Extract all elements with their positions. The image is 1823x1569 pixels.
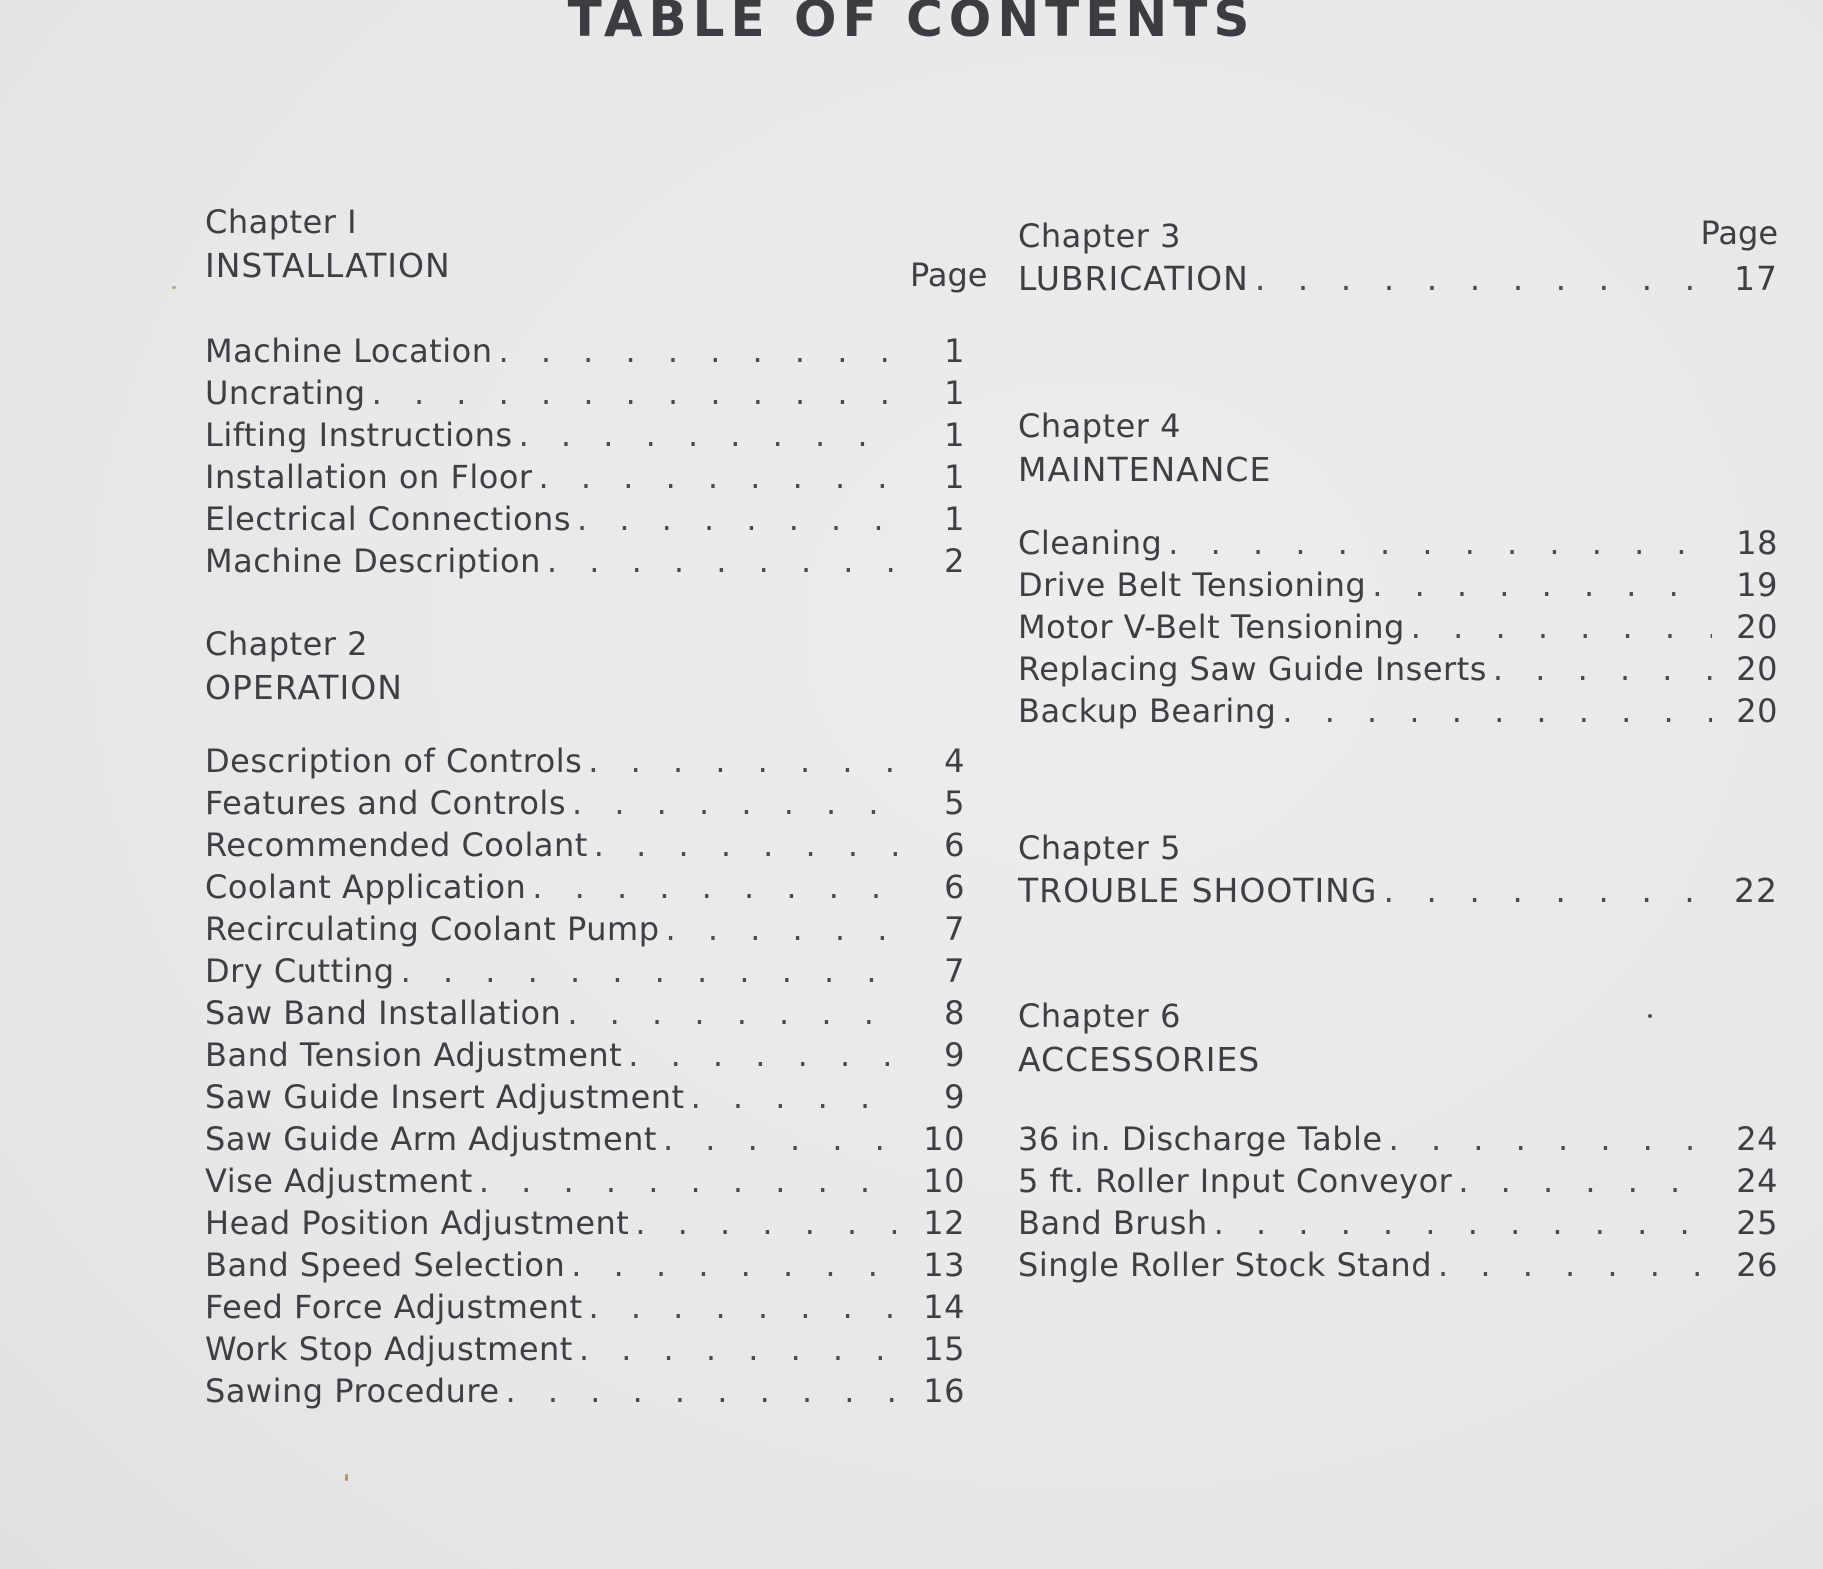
entry-text: Band Tension Adjustment <box>205 1036 623 1074</box>
entry-text: Electrical Connections <box>205 500 571 538</box>
entry-text: Dry Cutting <box>205 952 395 990</box>
toc-entry[interactable] <box>205 1034 965 1076</box>
chapter-title: TROUBLE SHOOTING <box>1018 871 1378 910</box>
entry-page: 2 <box>944 542 965 580</box>
entry-text: Backup Bearing <box>1018 692 1277 730</box>
page-column-header: Page <box>1700 214 1778 252</box>
left-column <box>205 200 988 1412</box>
leader-dots <box>579 1328 899 1370</box>
entry-page: 24 <box>1736 1162 1778 1200</box>
entry-page: 5 <box>944 784 965 822</box>
entry-page: 4 <box>944 742 965 780</box>
entry-page: 9 <box>944 1036 965 1074</box>
entry-page: 22 <box>1734 871 1778 910</box>
toc-entry[interactable] <box>205 782 965 824</box>
leader-dots <box>594 824 899 866</box>
toc-entry[interactable] <box>1018 564 1778 606</box>
paper-speck <box>1648 1014 1652 1018</box>
leader-dots <box>635 1202 899 1244</box>
leader-dots <box>1255 258 1712 300</box>
entry-page: 6 <box>944 826 965 864</box>
toc-entry[interactable] <box>205 1244 965 1286</box>
entry-page: 8 <box>944 994 965 1032</box>
entry-page: 1 <box>944 374 965 412</box>
paper-speck <box>172 286 176 289</box>
chapter-title: LUBRICATION <box>1018 259 1249 298</box>
toc-entry[interactable] <box>205 992 965 1034</box>
chapter-label: Chapter I <box>205 203 358 241</box>
chapter-label: Chapter 5 <box>1018 829 1181 867</box>
entry-page: 1 <box>944 416 965 454</box>
toc-entry[interactable] <box>1018 606 1778 648</box>
toc-entry[interactable] <box>205 1202 965 1244</box>
leader-dots <box>506 1370 899 1412</box>
entry-page: 1 <box>944 332 965 370</box>
entry-page: 18 <box>1736 524 1778 562</box>
leader-dots <box>1389 1118 1712 1160</box>
chapter-label: Chapter 4 <box>1018 407 1181 445</box>
entry-page: 25 <box>1736 1204 1778 1242</box>
entry-text: 5 ft. Roller Input Conveyor <box>1018 1162 1453 1200</box>
chapter-1-section <box>205 200 988 582</box>
chapter-1-entries <box>205 330 965 582</box>
leader-dots <box>1493 648 1712 690</box>
toc-entry[interactable] <box>205 498 965 540</box>
entry-text: Description of Controls <box>205 742 583 780</box>
chapter-label: Chapter 2 <box>205 625 368 663</box>
chapter-4-section <box>1018 404 1778 732</box>
entry-page: 14 <box>923 1288 965 1326</box>
entry-text: Head Position Adjustment <box>205 1204 630 1242</box>
page-column-header: Page <box>910 256 988 294</box>
leader-dots <box>401 950 899 992</box>
chapter-title: ACCESSORIES <box>1018 1040 1261 1079</box>
entry-text: Recommended Coolant <box>205 826 588 864</box>
toc-entry[interactable] <box>205 330 965 372</box>
entry-page: 17 <box>1734 259 1778 298</box>
chapter-6-entries <box>1018 1118 1778 1286</box>
toc-entry[interactable] <box>1018 1118 1778 1160</box>
entry-page: 15 <box>923 1330 965 1368</box>
toc-entry[interactable] <box>205 1160 965 1202</box>
entry-text: Single Roller Stock Stand <box>1018 1246 1433 1284</box>
entry-text: Replacing Saw Guide Inserts <box>1018 650 1487 688</box>
entry-text: Uncrating <box>205 374 366 412</box>
entry-text: Machine Description <box>205 542 541 580</box>
entry-page: 1 <box>944 458 965 496</box>
toc-entry[interactable] <box>1018 648 1778 690</box>
leader-dots <box>571 1244 899 1286</box>
toc-entry[interactable] <box>205 866 965 908</box>
toc-entry[interactable] <box>205 824 965 866</box>
entry-text: Sawing Procedure <box>205 1372 500 1410</box>
toc-entry[interactable] <box>1018 1244 1778 1286</box>
entry-text: Band Speed Selection <box>205 1246 566 1284</box>
toc-entry[interactable] <box>205 1118 965 1160</box>
leader-dots <box>1458 1160 1712 1202</box>
toc-entry[interactable] <box>205 908 965 950</box>
chapter-title: INSTALLATION <box>205 246 451 285</box>
chapter-5-section <box>1018 826 1778 912</box>
leader-dots <box>498 330 899 372</box>
leader-dots <box>1438 1244 1712 1286</box>
paper-speck <box>345 1474 348 1481</box>
entry-text: Saw Guide Arm Adjustment <box>205 1120 657 1158</box>
entry-text: Features and Controls <box>205 784 566 822</box>
entry-page: 13 <box>923 1246 965 1284</box>
entry-page: 7 <box>944 952 965 990</box>
leader-dots <box>372 372 899 414</box>
right-column <box>1018 214 1778 1286</box>
toc-entry[interactable] <box>205 1328 965 1370</box>
entry-page: 20 <box>1736 608 1778 646</box>
leader-dots <box>1214 1202 1712 1244</box>
chapter-label: Chapter 3 <box>1018 217 1181 255</box>
leader-dots <box>1168 522 1712 564</box>
entry-text: Coolant Application <box>205 868 527 906</box>
toc-entry[interactable] <box>205 1370 965 1412</box>
entry-text: Feed Force Adjustment <box>205 1288 583 1326</box>
leader-dots <box>588 740 899 782</box>
toc-entry[interactable] <box>205 950 965 992</box>
entry-text: Drive Belt Tensioning <box>1018 566 1367 604</box>
entry-page: 9 <box>944 1078 965 1116</box>
toc-entry[interactable] <box>205 1286 965 1328</box>
leader-dots <box>539 456 899 498</box>
leader-dots <box>691 1076 899 1118</box>
leader-dots <box>572 782 899 824</box>
leader-dots <box>1383 870 1712 912</box>
chapter-6-section <box>1018 994 1778 1286</box>
entry-page: 12 <box>923 1204 965 1242</box>
entry-text: 36 in. Discharge Table <box>1018 1120 1383 1158</box>
toc-entry[interactable] <box>205 540 965 582</box>
chapter-4-entries <box>1018 522 1778 732</box>
entry-page: 10 <box>923 1120 965 1158</box>
toc-entry[interactable] <box>205 740 965 782</box>
entry-text: Band Brush <box>1018 1204 1208 1242</box>
entry-page: 7 <box>944 910 965 948</box>
chapter-title: OPERATION <box>205 668 403 707</box>
entry-text: Cleaning <box>1018 524 1163 562</box>
leader-dots <box>628 1034 899 1076</box>
chapter-2-section <box>205 622 965 1412</box>
leader-dots <box>666 908 900 950</box>
entry-text: Saw Band Installation <box>205 994 562 1032</box>
entry-page: 19 <box>1736 566 1778 604</box>
toc-entry[interactable] <box>1018 258 1778 300</box>
leader-dots <box>1411 606 1712 648</box>
leader-dots <box>577 498 899 540</box>
entry-text: Motor V-Belt Tensioning <box>1018 608 1405 646</box>
leader-dots <box>1282 690 1712 732</box>
toc-entry[interactable] <box>1018 870 1778 912</box>
entry-page: 6 <box>944 868 965 906</box>
entry-page: 1 <box>944 500 965 538</box>
toc-entry[interactable] <box>1018 1160 1778 1202</box>
entry-text: Machine Location <box>205 332 493 370</box>
leader-dots <box>547 540 899 582</box>
entry-text: Installation on Floor <box>205 458 533 496</box>
toc-entry[interactable] <box>1018 522 1778 564</box>
entry-page: 10 <box>923 1162 965 1200</box>
leader-dots <box>519 414 899 456</box>
toc-entry[interactable] <box>205 414 965 456</box>
entry-text: Lifting Instructions <box>205 416 513 454</box>
leader-dots <box>663 1118 899 1160</box>
entry-page: 26 <box>1736 1246 1778 1284</box>
leader-dots <box>1372 564 1712 606</box>
entry-text: Recirculating Coolant Pump <box>205 910 660 948</box>
entry-text: Vise Adjustment <box>205 1162 473 1200</box>
entry-page: 20 <box>1736 650 1778 688</box>
chapter-2-entries <box>205 740 965 1412</box>
entry-text: Work Stop Adjustment <box>205 1330 573 1368</box>
toc-entry[interactable] <box>205 456 965 498</box>
toc-entry[interactable] <box>1018 690 1778 732</box>
leader-dots <box>567 992 899 1034</box>
entry-page: 20 <box>1736 692 1778 730</box>
chapter-title: MAINTENANCE <box>1018 450 1272 489</box>
toc-entry[interactable] <box>205 1076 965 1118</box>
leader-dots <box>532 866 899 908</box>
leader-dots <box>588 1286 899 1328</box>
entry-page: 24 <box>1736 1120 1778 1158</box>
entry-text: Saw Guide Insert Adjustment <box>205 1078 685 1116</box>
chapter-3-section <box>1018 214 1778 300</box>
toc-entry[interactable] <box>205 372 965 414</box>
chapter-label: Chapter 6 <box>1018 997 1181 1035</box>
leader-dots <box>479 1160 899 1202</box>
entry-page: 16 <box>923 1372 965 1410</box>
page-title: TABLE OF CONTENTS <box>567 0 1256 48</box>
toc-entry[interactable] <box>1018 1202 1778 1244</box>
